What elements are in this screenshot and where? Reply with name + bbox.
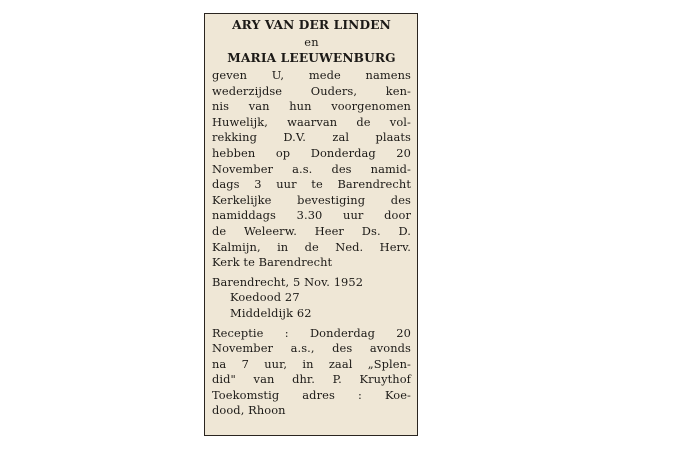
address-groom: Koedood 27 [230, 290, 300, 305]
body-line: wederzijdse Ouders, ken- [212, 83, 411, 98]
newspaper-clipping [204, 13, 418, 436]
body-line: de Weleerw. Heer Ds. D. [212, 223, 411, 238]
body-line: Huwelijk, waarvan de vol- [212, 114, 411, 129]
reception-line: November a.s., des avonds [212, 341, 411, 356]
bride-name: MARIA LEEUWENBURG [227, 51, 396, 65]
reception-line: Toekomstig adres : Koe- [212, 387, 411, 402]
reception-line: did" van dhr. P. Kruythof [212, 372, 411, 387]
body-line: Kalmijn, in de Ned. Herv. [212, 239, 411, 254]
announcement-body [212, 68, 411, 271]
body-line: geven U, mede namens [212, 68, 411, 82]
reception-line: na 7 uur, in zaal „Splen- [212, 356, 411, 371]
body-line: namiddags 3.30 uur door [212, 208, 411, 223]
body-line: November a.s. des namid- [212, 161, 411, 176]
body-line: Kerkelijke bevestiging des [212, 192, 411, 207]
body-line: nis van hun voorgenomen [212, 99, 411, 114]
reception-block [212, 326, 411, 420]
body-line: dags 3 uur te Barendrecht [212, 177, 411, 192]
place-date-block [212, 275, 411, 322]
address-bride: Middeldijk 62 [230, 305, 312, 320]
place-date: Barendrecht, 5 Nov. 1952 [212, 274, 364, 289]
groom-name: ARY VAN DER LINDEN [232, 18, 391, 32]
body-line: rekking D.V. zal plaats [212, 130, 411, 145]
body-line: hebben op Donderdag 20 [212, 145, 411, 160]
body-line: Kerk te Barendrecht [212, 255, 333, 270]
reception-line: dood, Rhoon [212, 403, 286, 418]
conjunction: en [304, 35, 319, 49]
reception-line: Receptie : Donderdag 20 [212, 325, 411, 340]
